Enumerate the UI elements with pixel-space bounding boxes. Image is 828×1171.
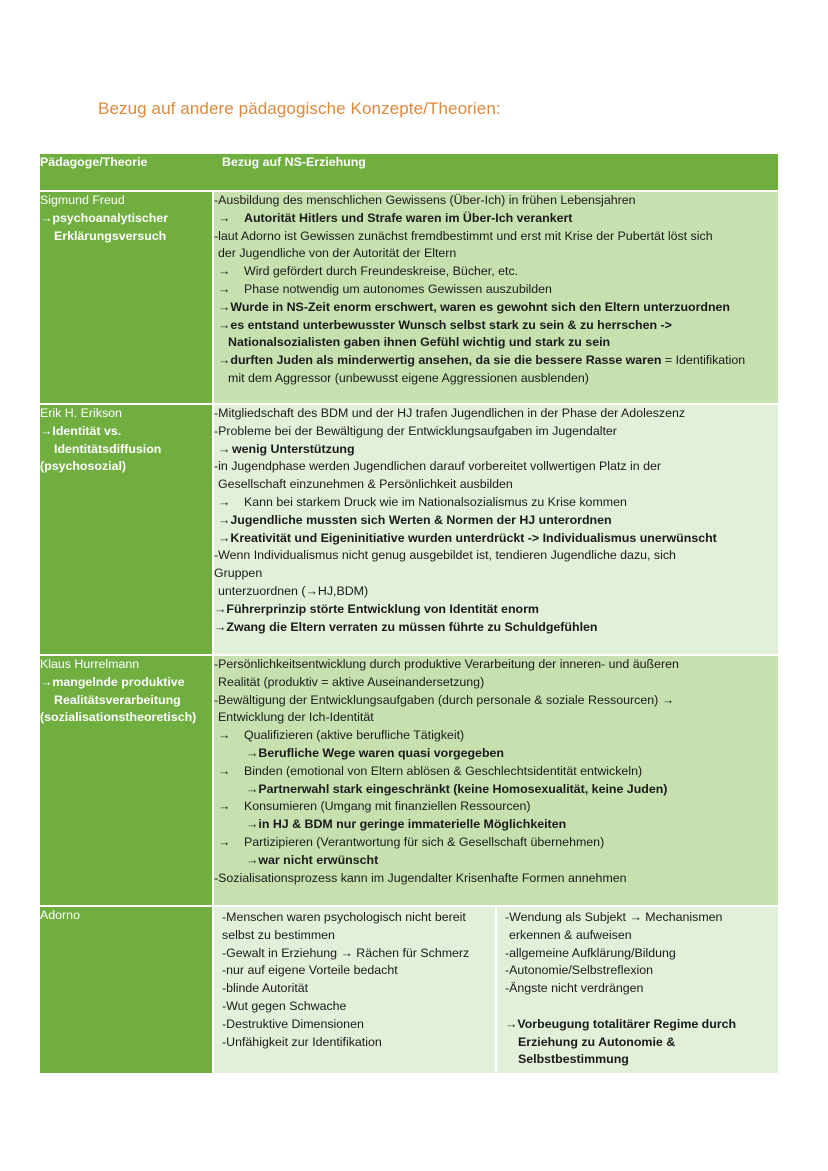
relation-cell [213,655,778,906]
text-line: selbst zu bestimmen [222,927,335,942]
text-line: Jugendliche mussten sich Werten & Normen der HJ unterordnen [230,512,612,527]
text-line: Binden (emotional von Eltern ablösen & Geschlechtsidentität entwickeln) [244,763,643,778]
text-line: -Wendung als Subjekt [505,910,630,924]
arrow-icon: → [218,494,231,509]
theory-label: Identität vs. [52,423,122,438]
arrow-icon: → [340,945,353,960]
text-line: = Identifikation [661,353,746,368]
table-row [40,191,778,404]
text-line: -Menschen waren psychologisch nicht bereit [222,910,466,924]
text-line: Rächen für Schmerz [352,945,470,960]
text-line: -Persönlichkeitsentwicklung durch produktive Verarbeitung der inneren- und äußeren [214,657,679,671]
text-line: war nicht erwünscht [258,852,379,867]
theorist-cell [40,906,213,1074]
text-line: unterzuordnen ( [218,583,306,598]
text-line: Wurde in NS-Zeit enorm erschwert, waren es gewohnt sich den Eltern unterzuordnen [230,299,730,314]
text-line: Partnerwahl stark eingeschränkt (keine Homosexualität, keine Juden) [258,781,668,796]
arrow-icon: → [218,210,231,225]
theory-label: psychoanalytischer [52,210,169,225]
arrow-icon: → [214,619,227,634]
arrow-icon: → [505,1016,518,1031]
text-line: -Ausbildung des menschlichen Gewissens (Über-Ich) in frühen Lebensjahren [214,193,636,207]
theorist-name: Erik H. Erikson [40,406,122,420]
arrow-icon: → [218,441,231,456]
text-line: mit dem Aggressor (unbewusst eigene Aggressionen ausblenden) [228,370,589,385]
arrow-icon: → [246,852,259,867]
text-line: Gesellschaft einzunehmen & Persönlichkeit ausbilden [218,477,513,492]
text-line: -Probleme bei der Bewältigung der Entwicklungsaufgaben im Jugendalter [214,423,617,438]
arrow-icon: → [218,264,231,279]
text-line: Wird gefördert durch Freundeskreise, Bücher, etc. [244,264,519,279]
text-line: -Mitgliedschaft des BDM und der HJ trafen Jugendlichen in der Phase der Adoleszenz [214,406,686,420]
theory-label: Identitätsdiffusion [54,441,162,456]
theorist-name: Adorno [40,908,80,922]
text-line: Vorbeugung totalitärer Regime durch [517,1016,737,1031]
text-line: -Sozialisationsprozess kann im Jugendalter Krisenhafte Formen annehmen [214,870,627,885]
relation-cell [213,404,778,655]
text-line: -laut Adorno ist Gewissen zunächst fremdbestimmt und erst mit Krise der Pubertät löst sich [214,228,713,243]
arrow-icon: → [218,299,231,314]
text-line: Kann bei starkem Druck wie im Nationalsozialismus zu Krise kommen [244,494,627,509]
adorno-remedies-column [497,907,778,1073]
arrow-icon: → [218,281,231,296]
relation-cell [213,906,778,1074]
text-line: -in Jugendphase werden Jugendlichen darauf vorbereitet vollwertigen Platz in der [214,459,662,474]
text-line: -Autonomie/Selbstreflexion [505,963,654,978]
arrow-icon: → [246,817,259,832]
text-line: Berufliche Wege waren quasi vorgegeben [258,745,504,760]
text-line: Mechanismen [641,910,723,924]
text-line: -Gewalt in Erziehung [222,945,341,960]
theory-label: mangelnde produktive [52,674,185,689]
text-line: Zwang die Eltern verraten zu müssen führte zu Schuldgefühlen [226,619,598,634]
text-line: Selbstbestimmung [518,1052,629,1067]
arrow-icon: → [218,763,231,778]
arrow-icon: → [218,353,231,368]
text-line: durften Juden als minderwertig ansehen, da sie die bessere Rasse waren [230,353,662,368]
text-line: erkennen & aufweisen [509,927,632,942]
arrow-icon: → [218,530,231,545]
text-line: Kreativität und Eigeninitiative wurden unterdrückt -> Individualismus unerwünscht [230,530,717,545]
arrow-icon: → [661,692,675,707]
text-line: Entwicklung der Ich-Identität [218,710,374,725]
arrow-icon: → [218,317,231,332]
text-line: Realität (produktiv = aktive Auseinandersetzung) [218,674,485,689]
text-line: -Wenn Individualismus nicht genug ausgebildet ist, tendieren Jugendliche dazu, sich [214,548,676,563]
page-title: Bezug auf andere pädagogische Konzepte/Theorien: [98,99,501,118]
text-line: Partizipieren (Verantwortung für sich & Gesellschaft übernehmen) [244,834,605,849]
text-line: Konsumieren (Umgang mit finanziellen Ressourcen) [244,799,531,814]
text-line: in HJ & BDM nur geringe immaterielle Möglichkeiten [258,817,567,832]
text-line: -nur auf eigene Vorteile bedacht [222,963,398,978]
header-bezug: Bezug auf NS-Erziehung [213,154,778,191]
text-line: -allgemeine Aufklärung/Bildung [505,945,676,960]
theory-table [40,154,778,1075]
text-line: Erziehung zu Autonomie & [518,1034,676,1049]
text-line: Autorität Hitlers und Strafe waren im Über-Ich verankert [244,210,573,225]
arrow-icon: → [246,781,259,796]
theory-label: Realitätsverarbeitung [54,692,181,707]
theorist-cell [40,191,213,404]
arrow-icon: → [629,910,642,924]
text-line: -Ängste nicht verdrängen [505,981,644,996]
text-line: Gruppen [214,566,263,581]
theorist-name: Sigmund Freud [40,193,125,207]
text-line: Qualifizieren (aktive berufliche Tätigkeit) [244,728,465,743]
arrow-icon: → [214,601,227,616]
arrow-icon: → [218,512,231,527]
text-line: -Bewältigung der Entwicklungsaufgaben (durch personale & soziale Ressourcen) [214,692,662,707]
adorno-causes-column [214,907,497,1073]
header-paedagoge: Pädagoge/Theorie [40,154,213,191]
text-line: der Jugendliche von der Autorität der Eltern [218,246,457,261]
arrow-icon: → [218,834,231,849]
text-line: -Destruktive Dimensionen [222,1016,364,1031]
table-row [40,906,778,1074]
text-line: Phase notwendig um autonomes Gewissen auszubilden [244,281,552,296]
theorist-cell [40,404,213,655]
text-line: wenig Unterstützung [232,441,355,456]
theory-label: (sozialisationstheoretisch) [40,710,197,725]
text-line: es entstand unterbewusster Wunsch selbst stark zu sein & zu herrschen -> [230,317,672,332]
arrow-icon: → [218,799,231,814]
text-line: Nationalsozialisten gaben ihnen Gefühl wichtig und stark zu sein [228,335,611,350]
arrow-icon: → [305,583,318,598]
table-header [40,154,778,191]
relation-cell [213,191,778,404]
theorist-cell [40,655,213,906]
arrow-icon: → [246,745,259,760]
arrow-icon: → [40,423,53,438]
arrow-icon: → [218,728,231,743]
theory-label: Erklärungsversuch [54,228,167,243]
text-line: -Unfähigkeit zur Identifikation [222,1034,382,1049]
theorist-name: Klaus Hurrelmann [40,657,140,671]
table-row [40,404,778,655]
text-line: HJ,BDM) [317,583,369,598]
arrow-icon: → [40,210,53,225]
text-line: -blinde Autorität [222,981,309,996]
theory-label: (psychosozial) [40,459,127,474]
text-line: -Wut gegen Schwache [222,998,347,1013]
arrow-icon: → [40,674,53,689]
table-row [40,655,778,906]
text-line: Führerprinzip störte Entwicklung von Identität enorm [226,601,539,616]
